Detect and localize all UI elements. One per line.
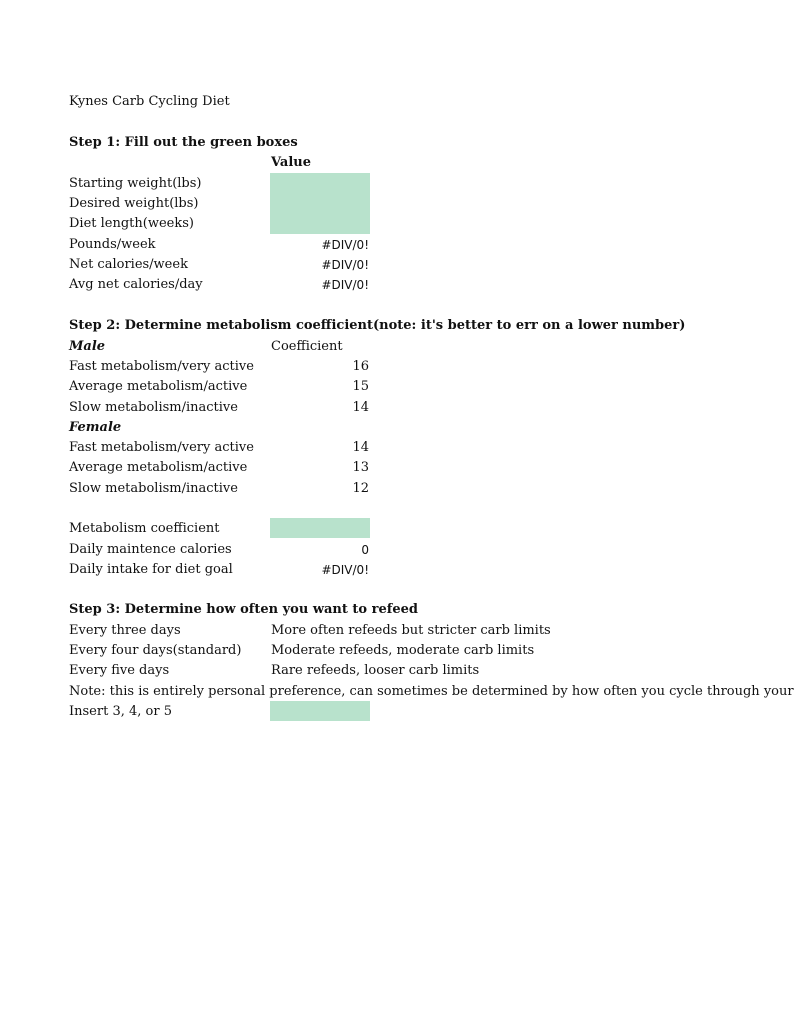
female-fast-label: Fast metabolism/very active [69,440,254,455]
male-slow-value: 14 [352,400,369,415]
male-fast-label: Fast metabolism/very active [69,359,254,374]
refeed-three-days-desc: More often refeeds but stricter carb limits [271,623,551,638]
refeed-three-days-label: Every three days [69,623,181,638]
sheet-title: Kynes Carb Cycling Diet [69,94,230,109]
desired-weight-label: Desired weight(lbs) [69,196,199,211]
male-slow-label: Slow metabolism/inactive [69,400,238,415]
refeed-four-days-label: Every four days(standard) [69,643,242,658]
pounds-per-week-label: Pounds/week [69,237,156,252]
coefficient-column-header: Coefficient [271,339,343,354]
refeed-insert-input[interactable] [270,702,369,722]
male-average-value: 15 [352,379,369,394]
desired-weight-input[interactable] [270,194,369,214]
metabolism-coefficient-label: Metabolism coefficient [69,521,220,536]
diet-length-label: Diet length(weeks) [69,216,194,231]
pounds-per-week-value: #DIV/0! [321,238,369,252]
avg-net-calories-day-label: Avg net calories/day [69,277,203,292]
male-fast-value: 16 [352,359,369,374]
value-column-header: Value [271,155,311,170]
daily-intake-value: #DIV/0! [321,563,369,577]
refeed-four-days-desc: Moderate refeeds, moderate carb limits [271,643,535,658]
step3-heading: Step 3: Determine how often you want to refeed [69,602,418,617]
male-label: Male [69,339,106,354]
male-average-label: Average metabolism/active [69,379,248,394]
female-average-label: Average metabolism/active [69,460,248,475]
female-average-value: 13 [352,460,369,475]
female-slow-value: 12 [352,481,369,496]
refeed-five-days-label: Every five days [69,663,170,678]
metabolism-coefficient-input[interactable] [270,519,369,539]
diet-length-input[interactable] [270,214,369,234]
female-fast-value: 14 [352,440,369,455]
refeed-insert-label: Insert 3, 4, or 5 [69,704,172,719]
net-calories-week-label: Net calories/week [69,257,188,272]
daily-maintenance-label: Daily maintence calories [69,542,232,557]
daily-maintenance-value: 0 [361,543,369,557]
starting-weight-label: Starting weight(lbs) [69,176,202,191]
daily-intake-label: Daily intake for diet goal [69,562,233,577]
female-label: Female [69,420,122,435]
starting-weight-input[interactable] [270,174,369,194]
net-calories-week-value: #DIV/0! [321,258,369,272]
refeed-note: Note: this is entirely personal preference, can sometimes be determined by how often you cycle through your [69,684,794,699]
step1-heading: Step 1: Fill out the green boxes [69,135,298,150]
step2-heading: Step 2: Determine metabolism coefficient(note: it's better to err on a lower number) [69,318,686,333]
female-slow-label: Slow metabolism/inactive [69,481,238,496]
refeed-five-days-desc: Rare refeeds, looser carb limits [271,663,480,678]
avg-net-calories-day-value: #DIV/0! [321,278,369,292]
